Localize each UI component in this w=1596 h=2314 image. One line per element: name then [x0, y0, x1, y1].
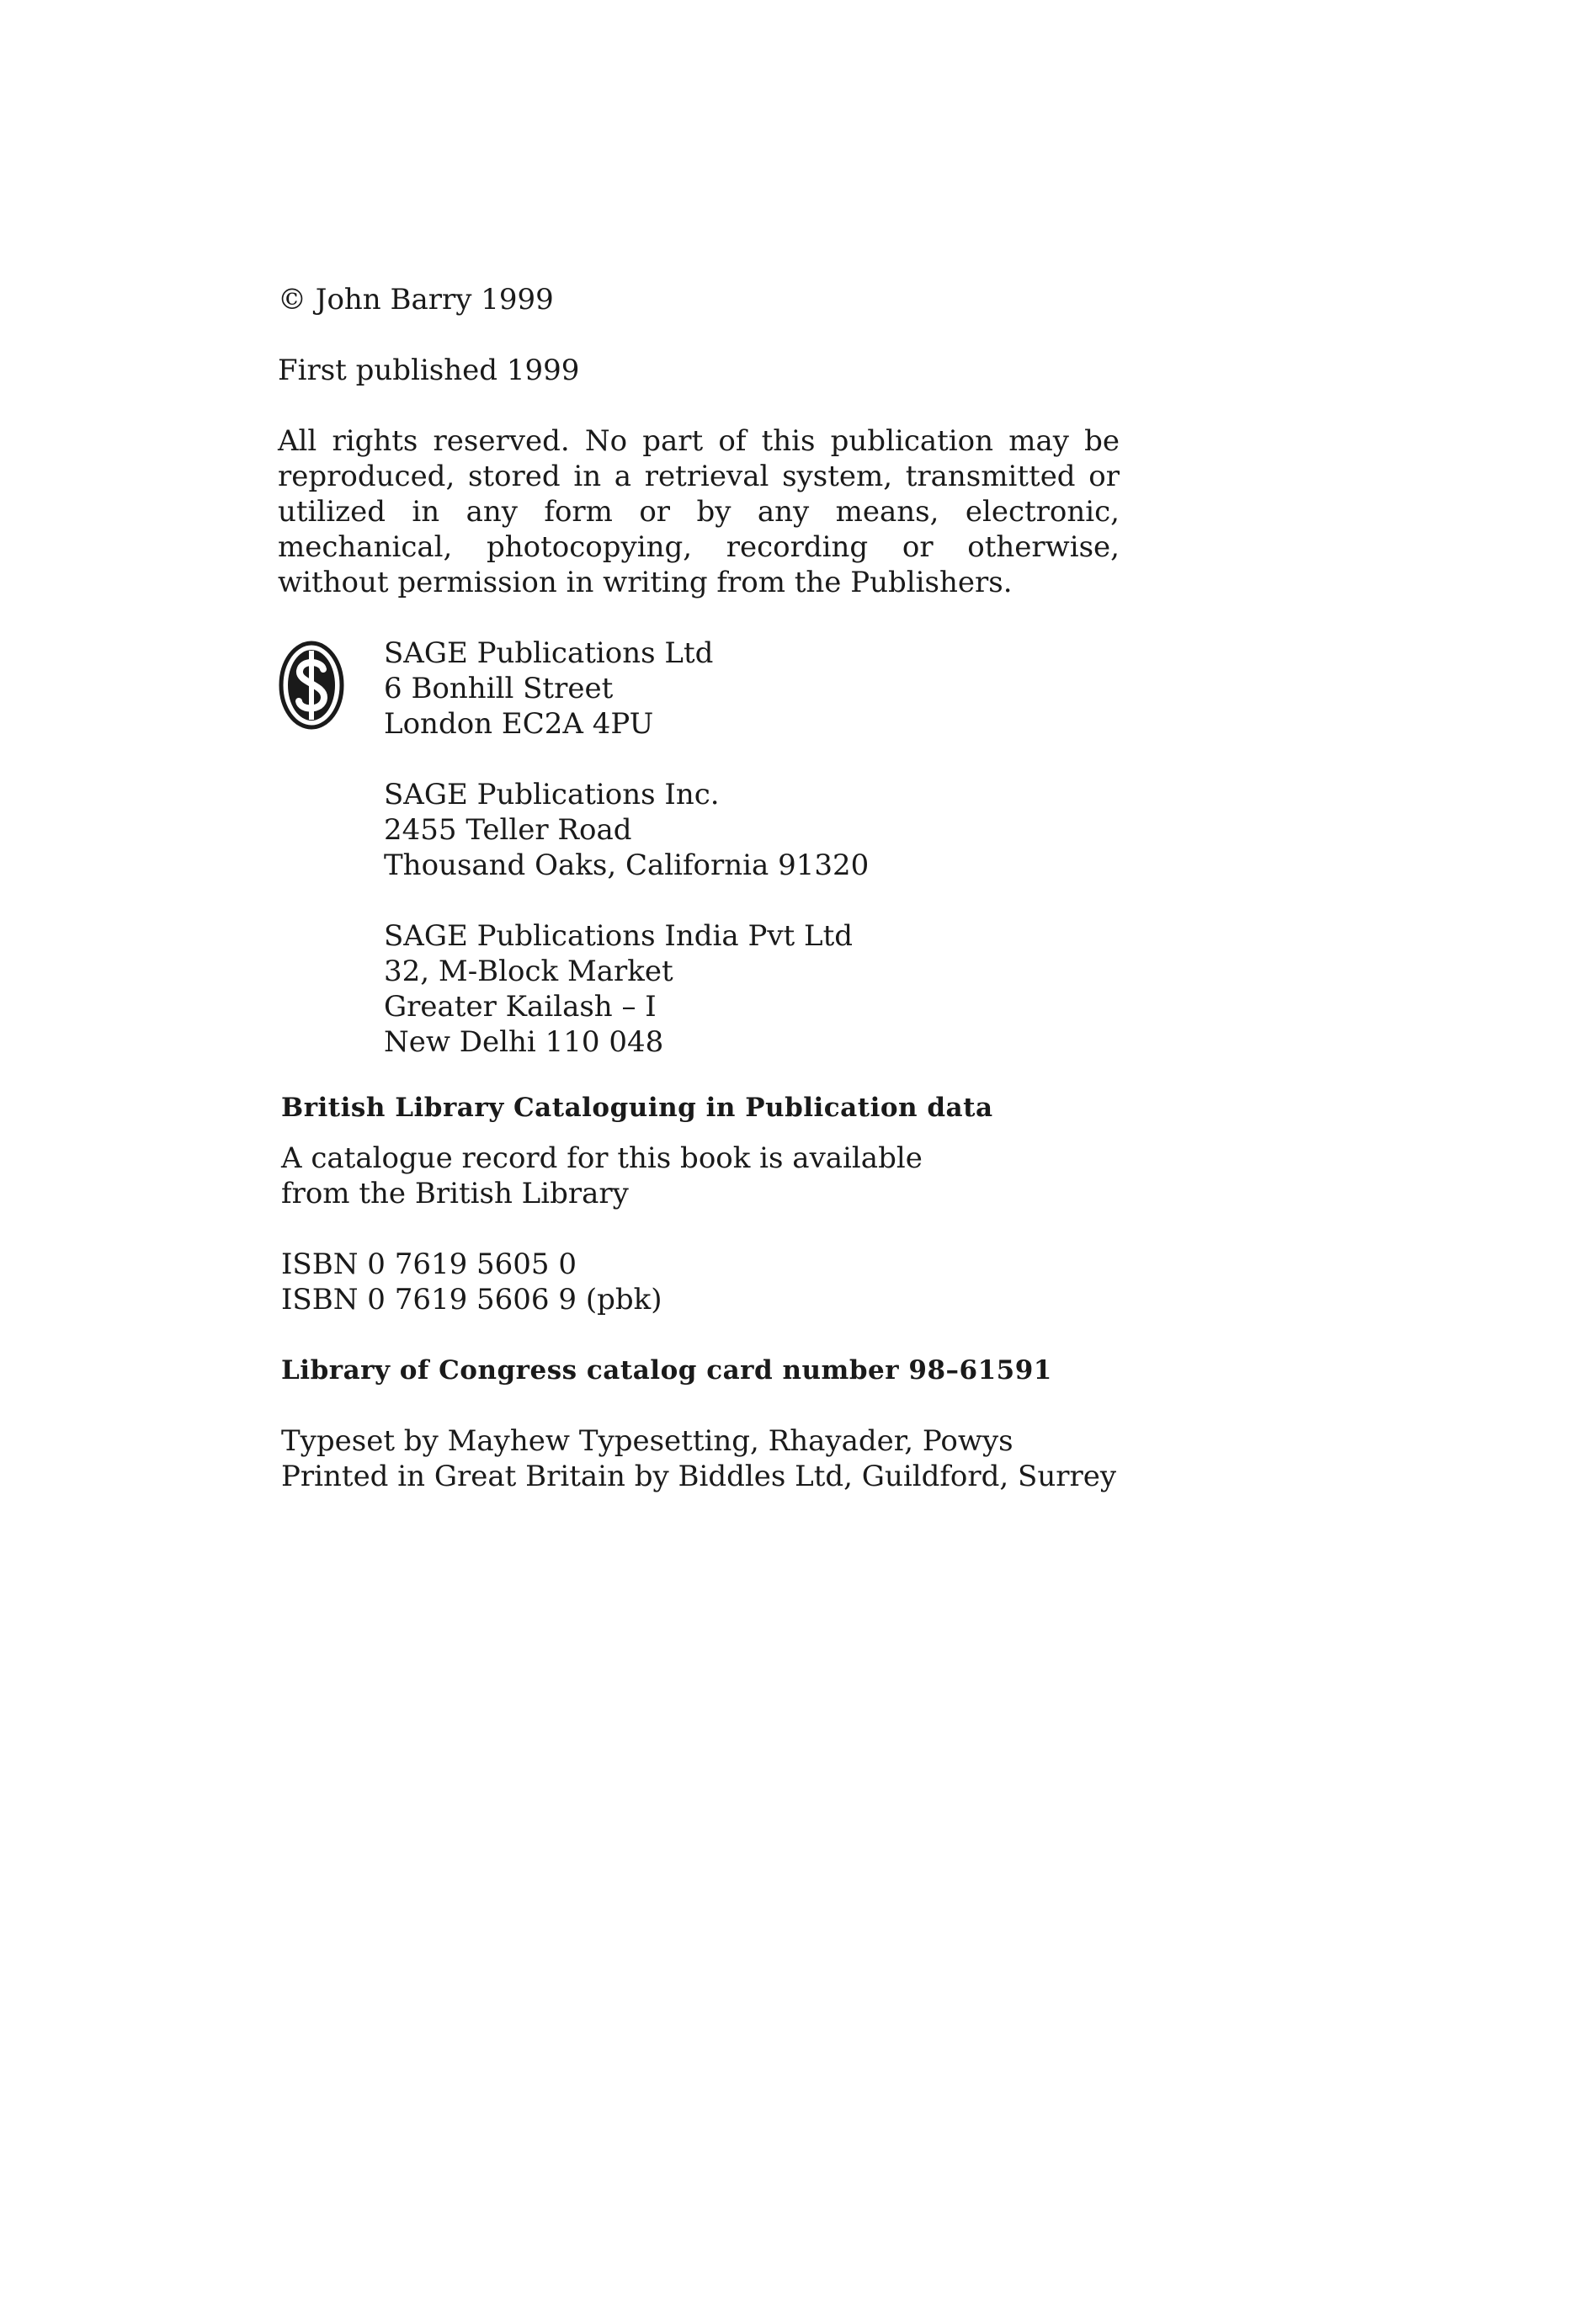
- address-line: Thousand Oaks, California 91320: [384, 848, 870, 882]
- address-line: 6 Bonhill Street: [384, 672, 614, 705]
- cip-text: [281, 1141, 1170, 1211]
- address-line: London EC2A 4PU: [384, 707, 654, 741]
- cip-heading: British Library Cataloguing in Publication data: [281, 1093, 993, 1123]
- address-line: SAGE Publications Inc.: [384, 778, 720, 811]
- isbn-block: [281, 1247, 1170, 1317]
- first-published: First published 1999: [278, 354, 580, 387]
- address-line: New Delhi 110 048: [384, 1025, 664, 1059]
- sage-s-logo-icon: [278, 639, 345, 731]
- isbn-line: ISBN 0 7619 5606 9 (pbk): [281, 1283, 662, 1317]
- address-line: SAGE Publications India Pvt Ltd: [384, 919, 853, 953]
- cip-line: A catalogue record for this book is available: [281, 1141, 923, 1175]
- cip-line: from the British Library: [281, 1177, 629, 1210]
- address-uk: [384, 636, 1170, 742]
- rights-statement: All rights reserved. No part of this publication may be reproduced, stored in a retrieval system, transmitted or utilized in any form or by any means, electronic, mechanical, photocopying, recording or otherwise, without permission in writing from the Publishers.: [278, 424, 1120, 599]
- address-us: [384, 777, 1170, 883]
- address-line: Greater Kailash – I: [384, 990, 657, 1024]
- printer-info: [281, 1423, 1170, 1494]
- isbn-line: ISBN 0 7619 5605 0: [281, 1247, 577, 1281]
- printer-line: Printed in Great Britain by Biddles Ltd, Guildford, Surrey: [281, 1460, 1117, 1493]
- loc-catalog-number: Library of Congress catalog card number 98–61591: [281, 1355, 1052, 1386]
- address-india: [384, 918, 1170, 1060]
- publisher-addresses: [278, 636, 1170, 1060]
- copyright-notice: © John Barry 1999: [278, 283, 554, 317]
- address-line: 2455 Teller Road: [384, 813, 632, 847]
- printer-line: Typeset by Mayhew Typesetting, Rhayader, Powys: [281, 1424, 1013, 1458]
- copyright-page: [278, 282, 1170, 1494]
- address-line: 32, M-Block Market: [384, 955, 673, 988]
- address-line: SAGE Publications Ltd: [384, 636, 714, 670]
